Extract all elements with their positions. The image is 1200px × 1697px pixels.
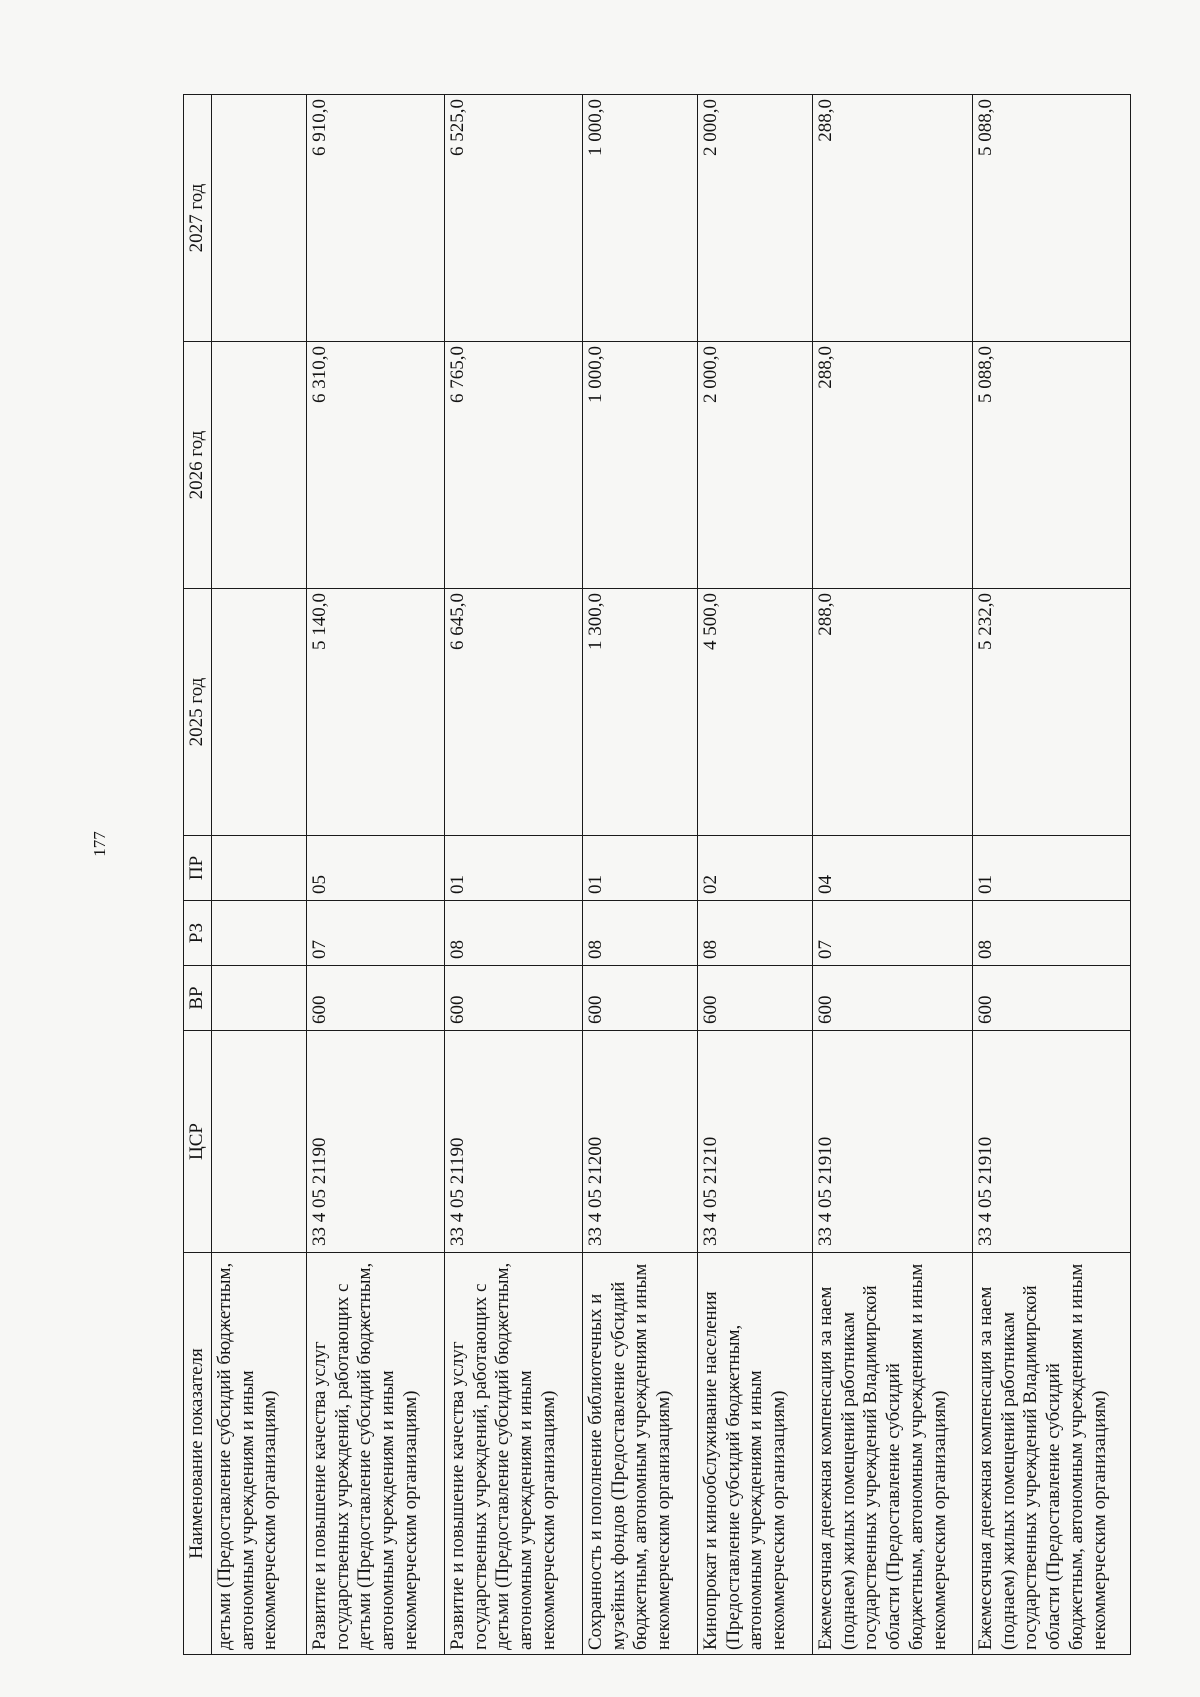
row-vr: 600 <box>444 966 582 1031</box>
row-rz: 07 <box>812 901 972 966</box>
row-2026: 1 000,0 <box>582 342 697 589</box>
page-number: 177 <box>90 831 109 857</box>
row-2026: 5 088,0 <box>972 342 1130 589</box>
row-vr <box>211 966 306 1031</box>
row-csr: 33 4 05 21210 <box>697 1031 812 1253</box>
row-pr <box>211 836 306 901</box>
row-2026: 2 000,0 <box>697 342 812 589</box>
row-vr: 600 <box>697 966 812 1031</box>
row-name: детьми (Предоставление субсидий бюджетным, автономным учреждениям и иным некоммерческим организациям) <box>211 1253 306 1655</box>
row-rz: 07 <box>306 901 444 966</box>
row-name: Кинопрокат и кинообслуживание населения (Предоставление субсидий бюджетным, автономным учреждениям и иным некоммерческим организациям) <box>697 1253 812 1655</box>
row-2026 <box>211 342 306 589</box>
row-csr <box>211 1031 306 1253</box>
row-csr: 33 4 05 21910 <box>972 1031 1130 1253</box>
table-row <box>582 95 697 1655</box>
row-name: Ежемесячная денежная компенсация за наем (поднаем) жилых помещений работникам государственных учреждений Владимирской области (Предоставление субсидий бюджетным, автономным учреждениям и иным некоммерческим организациям) <box>972 1253 1130 1655</box>
row-2027: 2 000,0 <box>697 95 812 342</box>
row-vr: 600 <box>812 966 972 1031</box>
row-2027: 1 000,0 <box>582 95 697 342</box>
row-2027: 6 525,0 <box>444 95 582 342</box>
table-row <box>306 95 444 1655</box>
row-rz: 08 <box>582 901 697 966</box>
row-pr: 01 <box>972 836 1130 901</box>
header-rz: РЗ <box>184 901 212 966</box>
row-vr: 600 <box>582 966 697 1031</box>
row-pr: 01 <box>582 836 697 901</box>
row-2025: 5 140,0 <box>306 589 444 836</box>
budget-table <box>183 94 1131 1655</box>
header-2026: 2026 год <box>184 342 212 589</box>
row-name: Ежемесячная денежная компенсация за наем (поднаем) жилых помещений работникам государственных учреждений Владимирской области (Предоставление субсидий бюджетным, автономным учреждениям и иным некоммерческим организациям) <box>812 1253 972 1655</box>
row-vr: 600 <box>306 966 444 1031</box>
row-rz: 08 <box>444 901 582 966</box>
row-2025: 288,0 <box>812 589 972 836</box>
row-rz <box>211 901 306 966</box>
row-2025: 4 500,0 <box>697 589 812 836</box>
table-row <box>444 95 582 1655</box>
budget-table-container <box>183 95 1128 1655</box>
header-vr: ВР <box>184 966 212 1031</box>
table-row <box>972 95 1130 1655</box>
row-pr: 05 <box>306 836 444 901</box>
table-row <box>812 95 972 1655</box>
row-pr: 02 <box>697 836 812 901</box>
row-csr: 33 4 05 21910 <box>812 1031 972 1253</box>
row-name: Сохранность и пополнение библиотечных и музейных фондов (Предоставление субсидий бюджетным, автономным учреждениям и иным некоммерческим организациям) <box>582 1253 697 1655</box>
row-2025 <box>211 589 306 836</box>
row-csr: 33 4 05 21190 <box>306 1031 444 1253</box>
row-csr: 33 4 05 21200 <box>582 1031 697 1253</box>
row-2027: 5 088,0 <box>972 95 1130 342</box>
header-2027: 2027 год <box>184 95 212 342</box>
row-name: Развитие и повышение качества услуг государственных учреждений, работающих с детьми (Предоставление субсидий бюджетным, автономным учреждениям и иным некоммерческим организациям) <box>306 1253 444 1655</box>
row-2025: 6 645,0 <box>444 589 582 836</box>
row-rz: 08 <box>697 901 812 966</box>
header-pr: ПР <box>184 836 212 901</box>
row-2025: 5 232,0 <box>972 589 1130 836</box>
row-rz: 08 <box>972 901 1130 966</box>
header-name: Наименование показателя <box>184 1253 212 1655</box>
row-pr: 04 <box>812 836 972 901</box>
table-row <box>697 95 812 1655</box>
row-2027: 288,0 <box>812 95 972 342</box>
row-2026: 6 765,0 <box>444 342 582 589</box>
header-2025: 2025 год <box>184 589 212 836</box>
row-2026: 288,0 <box>812 342 972 589</box>
row-csr: 33 4 05 21190 <box>444 1031 582 1253</box>
table-row <box>211 95 306 1655</box>
row-2027: 6 910,0 <box>306 95 444 342</box>
header-csr: ЦСР <box>184 1031 212 1253</box>
table-header-row <box>184 95 212 1655</box>
row-2027 <box>211 95 306 342</box>
row-pr: 01 <box>444 836 582 901</box>
row-name: Развитие и повышение качества услуг государственных учреждений, работающих с детьми (Предоставление субсидий бюджетным, автономным учреждениям и иным некоммерческим организациям) <box>444 1253 582 1655</box>
row-vr: 600 <box>972 966 1130 1031</box>
row-2025: 1 300,0 <box>582 589 697 836</box>
row-2026: 6 310,0 <box>306 342 444 589</box>
